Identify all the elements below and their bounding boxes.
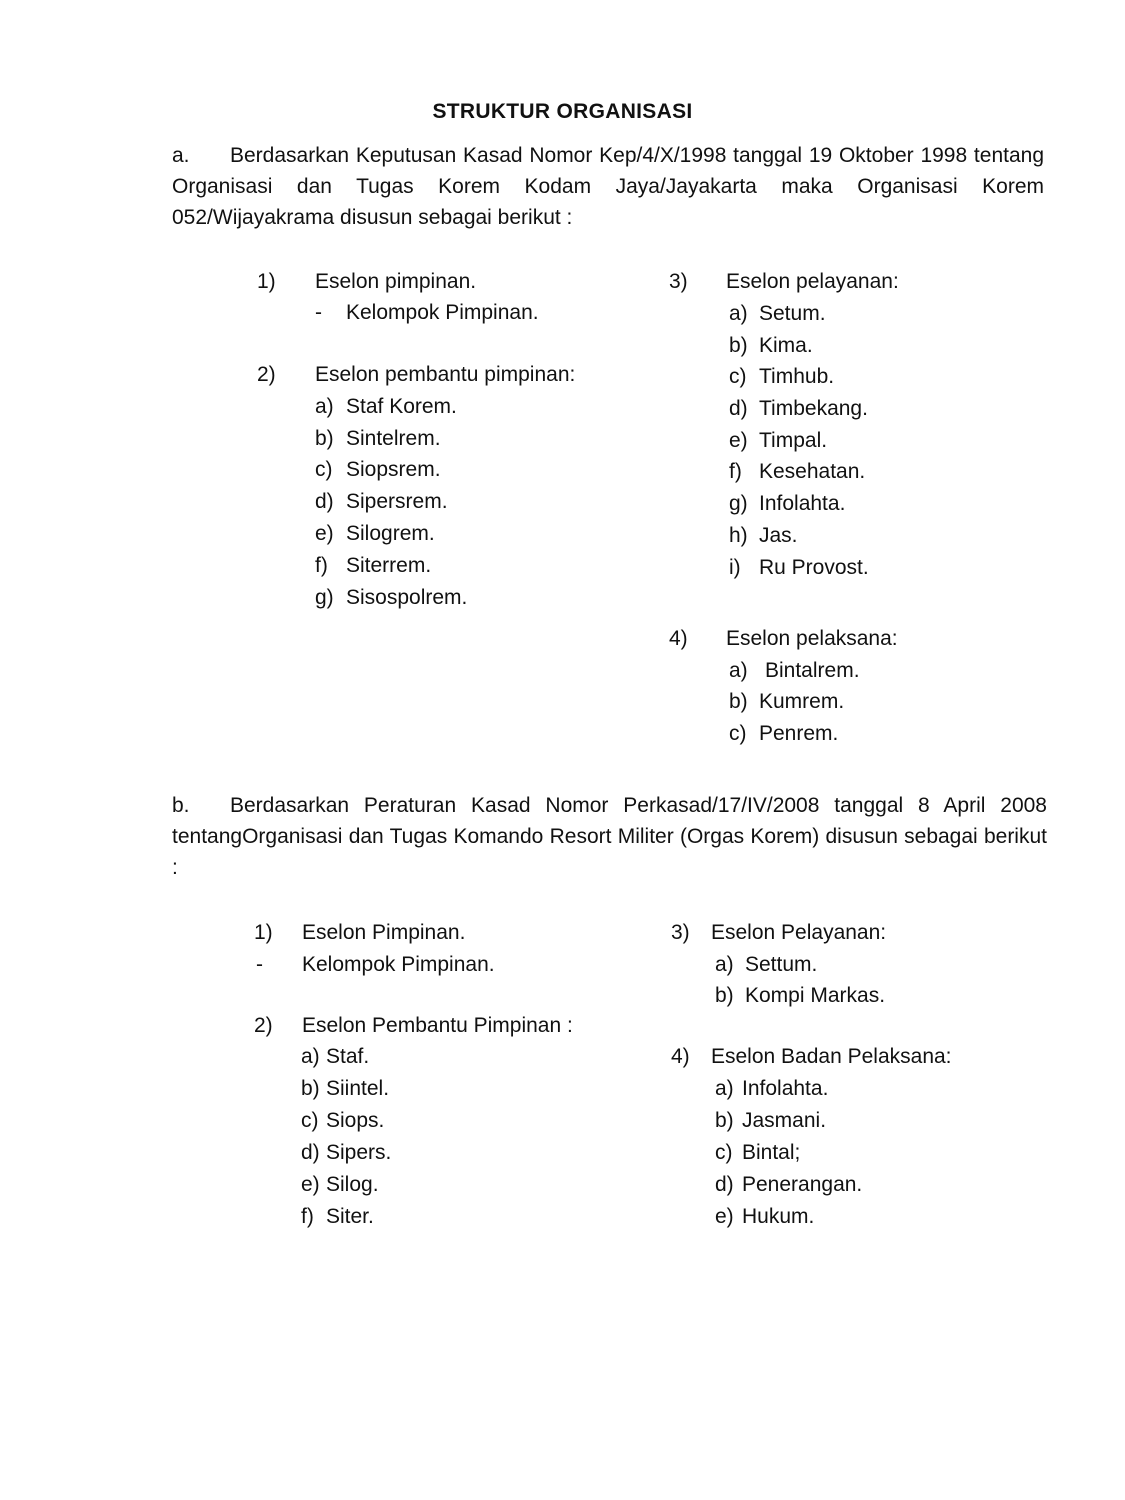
item-marker: i) [729, 556, 741, 579]
item-marker: b) [729, 334, 748, 357]
group-title: Eselon Pembantu Pimpinan : [302, 1014, 573, 1037]
list-item: Siintel. [326, 1077, 390, 1100]
section-a-paragraph [172, 140, 1044, 233]
list-item: Silogrem. [346, 522, 435, 545]
list-item: Sipers. [326, 1141, 392, 1164]
item-marker: a) [315, 395, 334, 418]
item-marker: b) [715, 984, 734, 1007]
group-number: 2) [257, 363, 276, 386]
group-title: Eselon pelayanan: [726, 270, 899, 293]
list-item: Settum. [745, 953, 818, 976]
group-title: Eselon pelaksana: [726, 627, 898, 650]
group-title: Eselon Pelayanan: [711, 921, 887, 944]
item-marker: c) [301, 1109, 319, 1132]
item-marker: - [315, 301, 322, 324]
group-number: 3) [669, 270, 688, 293]
item-marker: a) [715, 1077, 734, 1100]
item-marker: d) [315, 490, 334, 513]
group-number: 1) [254, 921, 273, 944]
list-item: Jasmani. [742, 1109, 827, 1132]
list-item: Bintal; [742, 1141, 801, 1164]
list-item: Timpal. [759, 429, 828, 452]
list-item: Sintelrem. [346, 427, 441, 450]
group-number: 3) [671, 921, 690, 944]
list-item: Staf Korem. [346, 395, 457, 418]
section-b-text: Berdasarkan Peraturan Kasad Nomor Perkasad/17/IV/2008 tanggal 8 April 2008 tentangOrganisasi dan Tugas Komando Resort Militer (Orgas Korem) disusun sebagai berikut : [172, 794, 1047, 879]
group-title: Eselon Badan Pelaksana: [711, 1045, 952, 1068]
item-marker: b) [315, 427, 334, 450]
list-item: Ru Provost. [759, 556, 869, 579]
list-item: Kima. [759, 334, 813, 357]
item-marker: e) [729, 429, 748, 452]
item-marker: b) [729, 690, 748, 713]
item-marker: e) [715, 1205, 734, 1228]
group-number: 4) [671, 1045, 690, 1068]
item-marker: a) [729, 302, 748, 325]
item-marker: c) [729, 365, 747, 388]
list-item: Hukum. [742, 1205, 815, 1228]
group-number: 4) [669, 627, 688, 650]
list-item: Siops. [326, 1109, 385, 1132]
list-item: Infolahta. [742, 1077, 829, 1100]
list-item: Jas. [759, 524, 798, 547]
group-number: 1) [257, 270, 276, 293]
item-marker: f) [729, 460, 742, 483]
document-title: STRUKTUR ORGANISASI [432, 100, 693, 123]
list-item: Kelompok Pimpinan. [346, 301, 539, 324]
section-a-label: a. [172, 144, 190, 167]
group-number: 2) [254, 1014, 273, 1037]
item-marker: b) [301, 1077, 320, 1100]
list-item: Kompi Markas. [745, 984, 886, 1007]
list-item: Siter. [326, 1205, 374, 1228]
item-marker: d) [301, 1141, 320, 1164]
list-item: Sipersrem. [346, 490, 448, 513]
list-item: Silog. [326, 1173, 379, 1196]
item-marker: h) [729, 524, 748, 547]
item-marker: g) [315, 586, 334, 609]
list-item: Setum. [759, 302, 826, 325]
list-item: Timbekang. [759, 397, 868, 420]
item-marker: c) [315, 458, 333, 481]
list-item: Kesehatan. [759, 460, 866, 483]
section-b-paragraph [172, 790, 1047, 883]
list-item: Timhub. [759, 365, 835, 388]
item-marker: a) [715, 953, 734, 976]
item-marker: e) [301, 1173, 320, 1196]
item-marker: a) [301, 1045, 320, 1068]
list-item: Penerangan. [742, 1173, 863, 1196]
item-marker: b) [715, 1109, 734, 1132]
list-item: Sisospolrem. [346, 586, 468, 609]
item-marker: c) [715, 1141, 733, 1164]
item-marker: f) [301, 1205, 314, 1228]
item-marker: a) [729, 659, 748, 682]
group-title: Eselon pimpinan. [315, 270, 477, 293]
list-item: Infolahta. [759, 492, 846, 515]
list-item: Penrem. [759, 722, 839, 745]
group-title: Eselon Pimpinan. [302, 921, 466, 944]
item-marker: - [256, 953, 263, 976]
group-title: Eselon pembantu pimpinan: [315, 363, 576, 386]
list-item: Kumrem. [759, 690, 845, 713]
item-marker: d) [715, 1173, 734, 1196]
section-b-label: b. [172, 794, 190, 817]
item-marker: g) [729, 492, 748, 515]
item-marker: c) [729, 722, 747, 745]
list-item: Siopsrem. [346, 458, 441, 481]
item-marker: d) [729, 397, 748, 420]
item-marker: e) [315, 522, 334, 545]
item-marker: f) [315, 554, 328, 577]
list-item: Staf. [326, 1045, 370, 1068]
list-item: Siterrem. [346, 554, 432, 577]
section-a-text: Berdasarkan Keputusan Kasad Nomor Kep/4/X/1998 tanggal 19 Oktober 1998 tentang Organisasi dan Tugas Korem Kodam Jaya/Jayakarta maka Organisasi Korem 052/Wijayakrama disusun sebagai berikut : [172, 144, 1044, 229]
list-item: Kelompok Pimpinan. [302, 953, 495, 976]
list-item: Bintalrem. [765, 659, 860, 682]
